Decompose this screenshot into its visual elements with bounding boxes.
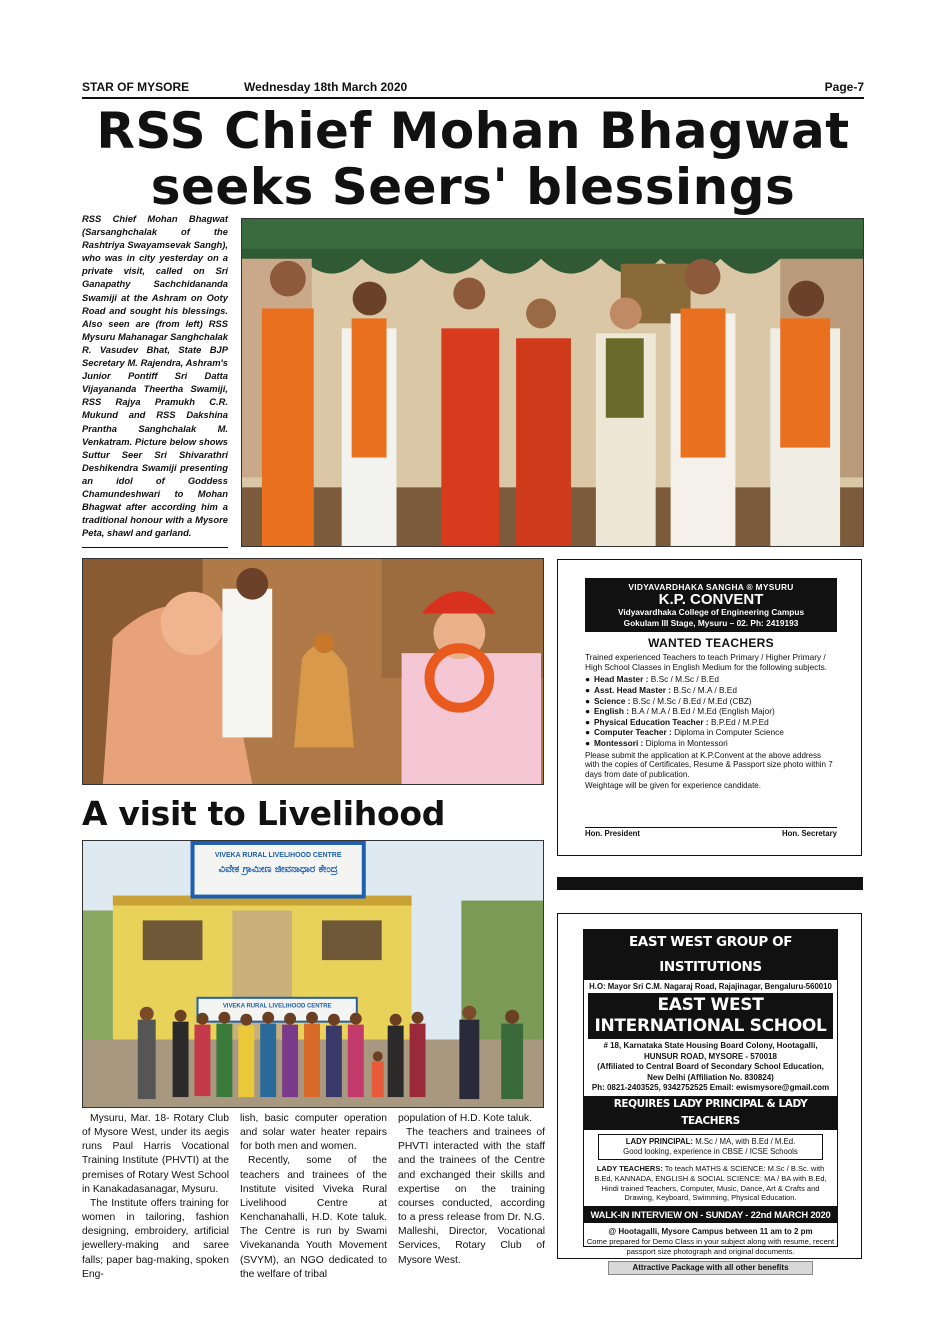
ew-address-line: HUNSUR ROAD, MYSORE - 570018 <box>644 1051 777 1061</box>
ew-school-name <box>588 993 833 1039</box>
body-paragraph: lish, basic computer operation and solar water heater repairs for both men and women. <box>240 1113 387 1153</box>
kp-intro: Trained experienced Teachers to teach Primary / Higher Primary / High School Classes in English Medium for the following subjects. <box>585 652 828 673</box>
kp-school-name: K.P. CONVENT <box>658 591 764 608</box>
centre-sign-kannada: ವಿವೇಕ ಗ್ರಾಮೀಣ ಜೀವನಾಧಾರ ಕೇಂದ್ರ <box>218 863 338 875</box>
east-west-ad <box>557 913 862 1272</box>
list-item: ● Science : B.Sc / M.Sc / B.Ed / M.Ed (CBZ) <box>585 695 752 706</box>
main-headline-line1: RSS Chief Mohan Bhagwat <box>96 102 850 160</box>
list-item: ● Asst. Head Master : B.Sc / M.A / B.Ed <box>585 685 737 695</box>
list-item: ● Physical Education Teacher : B.P.Ed / M.P.Ed <box>585 716 769 727</box>
body-paragraph: Mysuru, Mar. 18- Rotary Club of Mysore West, under its aegis runs Paul Harris Vocational Training Institute (PHVTI) at the premises of Rotary West School in Kanakadasanagar, Mysuru. <box>82 1113 229 1195</box>
section-headline: A visit to Livelihood <box>82 794 446 833</box>
livelihood-centre-photo <box>82 840 544 1108</box>
kp-campus: Vidyavardhaka College of Engineering Campus <box>617 607 805 617</box>
kp-application-note: Please submit the application at K.P.Convent at the above address with the copies of Certificates, Resume & Passport size photo within 7 days from date of publication. <box>585 750 833 780</box>
body-column-1 <box>82 1112 229 1282</box>
ew-teachers-text <box>590 1164 831 1203</box>
issue-date: Wednesday 18th March 2020 <box>244 80 408 94</box>
body-paragraph: population of H.D. Kote taluk. <box>398 1113 532 1124</box>
ew-principal-note: Good looking, experience in CBSE / ICSE Schools <box>623 1146 798 1156</box>
ew-teachers-details: To teach MATHS & SCIENCE: M.Sc / B.Sc. with B.Ed, KANNADA, ENGLISH & SOCIAL SCIENCE: MA / BA with B.Ed, Hindi trained Teachers, Computer, Music, Dance, Art & Crafts and Drawing, Keyboard, Swimming, Physical Education. <box>594 1163 827 1203</box>
ew-walkin-banner: WALK-IN INTERVIEW ON - SUNDAY - 22nd MARCH 2020 <box>584 1206 837 1223</box>
body-column-2 <box>240 1112 387 1282</box>
list-item: ● Montessori : Diploma in Montessori <box>585 737 728 748</box>
kp-org-name: VIDYAVARDHAKA SANGHA ® MYSURU <box>628 582 794 592</box>
body-paragraph: The teachers and trainees of PHVTI interacted with the staff and the trainees of the Centre and exchanged their skills and expertise on the training courses conducted, according to a press release from Dr. N.G. Malleshi, Director, Vocational Services, Rotary Club of Mysore West. <box>398 1127 545 1266</box>
ew-requirement-heading: REQUIRES LADY PRINCIPAL & LADY TEACHERS <box>584 1096 837 1130</box>
ew-preparation-note: Come prepared for Demo Class in your subject along with resume, recent passport size photograph and original documents. <box>586 1237 835 1256</box>
ew-address-line: New Delhi (Affiliation No. 830824) <box>647 1072 774 1082</box>
centre-banner: VIVEKA RURAL LIVELIHOOD CENTRE <box>222 1003 332 1010</box>
ew-address-line: # 18, Karnataka State Housing Board Colony, Hootagalli, <box>603 1041 818 1050</box>
kp-address: Gokulam III Stage, Mysuru – 02. Ph: 2419193 <box>623 618 799 628</box>
ew-school-name-line1: EAST WEST <box>657 995 764 1015</box>
ew-contact: Ph: 0821-2403525, 9342752525 Email: ewismysore@gmail.com <box>591 1083 830 1093</box>
page-header <box>82 80 864 96</box>
ew-interview-venue: @ Hootagalli, Mysore Campus between 11 am to 2 pm <box>608 1227 813 1237</box>
kp-wanted-heading: WANTED TEACHERS <box>648 636 774 650</box>
body-paragraph: The Institute offers training for women in tailoring, fashion designing, embroidery, artificial jewellery-making and saree falls; paper bag-making, spoken Eng- <box>82 1197 229 1280</box>
ew-group-name: EAST WEST GROUP OF INSTITUTIONS <box>584 930 837 980</box>
list-item: ● Computer Teacher : Diploma in Computer Science <box>585 727 784 738</box>
page-number: Page-7 <box>824 80 864 94</box>
ew-package-banner: Attractive Package with all other benefits <box>608 1261 813 1275</box>
centre-sign-english: VIVEKA RURAL LIVELIHOOD CENTRE <box>214 851 342 859</box>
list-item: ● Head Master : B.Sc / M.Sc / B.Ed <box>585 674 719 685</box>
ew-principal-qual: M.Sc / MA, with B.Ed / M.Ed. <box>695 1136 796 1146</box>
ew-teachers-label: LADY TEACHERS: <box>596 1163 663 1173</box>
kp-ad-banner <box>585 578 837 632</box>
publication-name: STAR OF MYSORE <box>82 80 190 94</box>
ew-address-line: (Affiliated to Central Board of Secondary School Education, <box>597 1062 824 1072</box>
main-photo-caption: RSS Chief Mohan Bhagwat (Sarsanghchalak of the Rashtriya Swayamsevak Sangh), who was in city yesterday on a private visit, called on Sri Ganapathy Sachchidananda Swamiji at the Ashram on Ooty Road and sought his blessings. Also seen are (from left) RSS Mysuru Mahanagar Sanghchalak R. Vasudev Bhat, State BJP Secretary M. Rajendra, Ashram's Junior Pontiff Sri Datta Vijayananda Theertha Swamiji, RSS Rajya Pramukh C.R. Mukund and RSS Dakshina Prantha Sanghchalak M. Venkatram. Picture below shows Suttur Seer Sri Shivarathri Deshikendra Swamiji presenting an idol of Goddess Chamundeshwari to Mohan Bhagwat after according him a traditional honour with a Mysore Peta, shawl and garland. <box>82 213 228 539</box>
divider-bar <box>557 877 863 890</box>
kp-signatories <box>585 827 837 838</box>
group-photo <box>241 218 864 547</box>
kp-subject-list <box>585 674 837 748</box>
list-item: ● English : B.A / M.A / B.Ed / M.Ed (English Major) <box>585 706 775 717</box>
kp-convent-ad <box>557 559 862 856</box>
ew-address <box>584 1041 837 1094</box>
caption-underline <box>82 547 228 548</box>
body-column-3 <box>398 1112 545 1268</box>
kp-weightage-note: Weightage will be given for experience candidate. <box>585 780 761 790</box>
ew-head-office: H.O: Mayor Sri C.M. Nagaraj Road, Rajajinagar, Bengaluru-560010 <box>589 982 832 991</box>
main-headline-line2: seeks Seers' blessings <box>150 158 796 216</box>
kp-sign-president: Hon. President <box>585 829 641 838</box>
ew-school-name-line2: INTERNATIONAL SCHOOL <box>594 1016 827 1036</box>
kp-sign-secretary: Hon. Secretary <box>781 829 837 838</box>
ew-principal-label: LADY PRINCIPAL: <box>625 1136 694 1146</box>
ew-principal-box <box>598 1134 823 1160</box>
body-paragraph: Recently, some of the teachers and trainees of the Institute visited Viveka Rural Livelihood Centre at Kenchanahalli, H.D. Kote taluk. The Centre is run by Swami Vivekananda Youth Movement (SVYM), an NGO dedicated to the welfare of tribal <box>240 1155 387 1280</box>
idol-presentation-photo <box>82 558 544 785</box>
header-rule <box>82 97 864 99</box>
